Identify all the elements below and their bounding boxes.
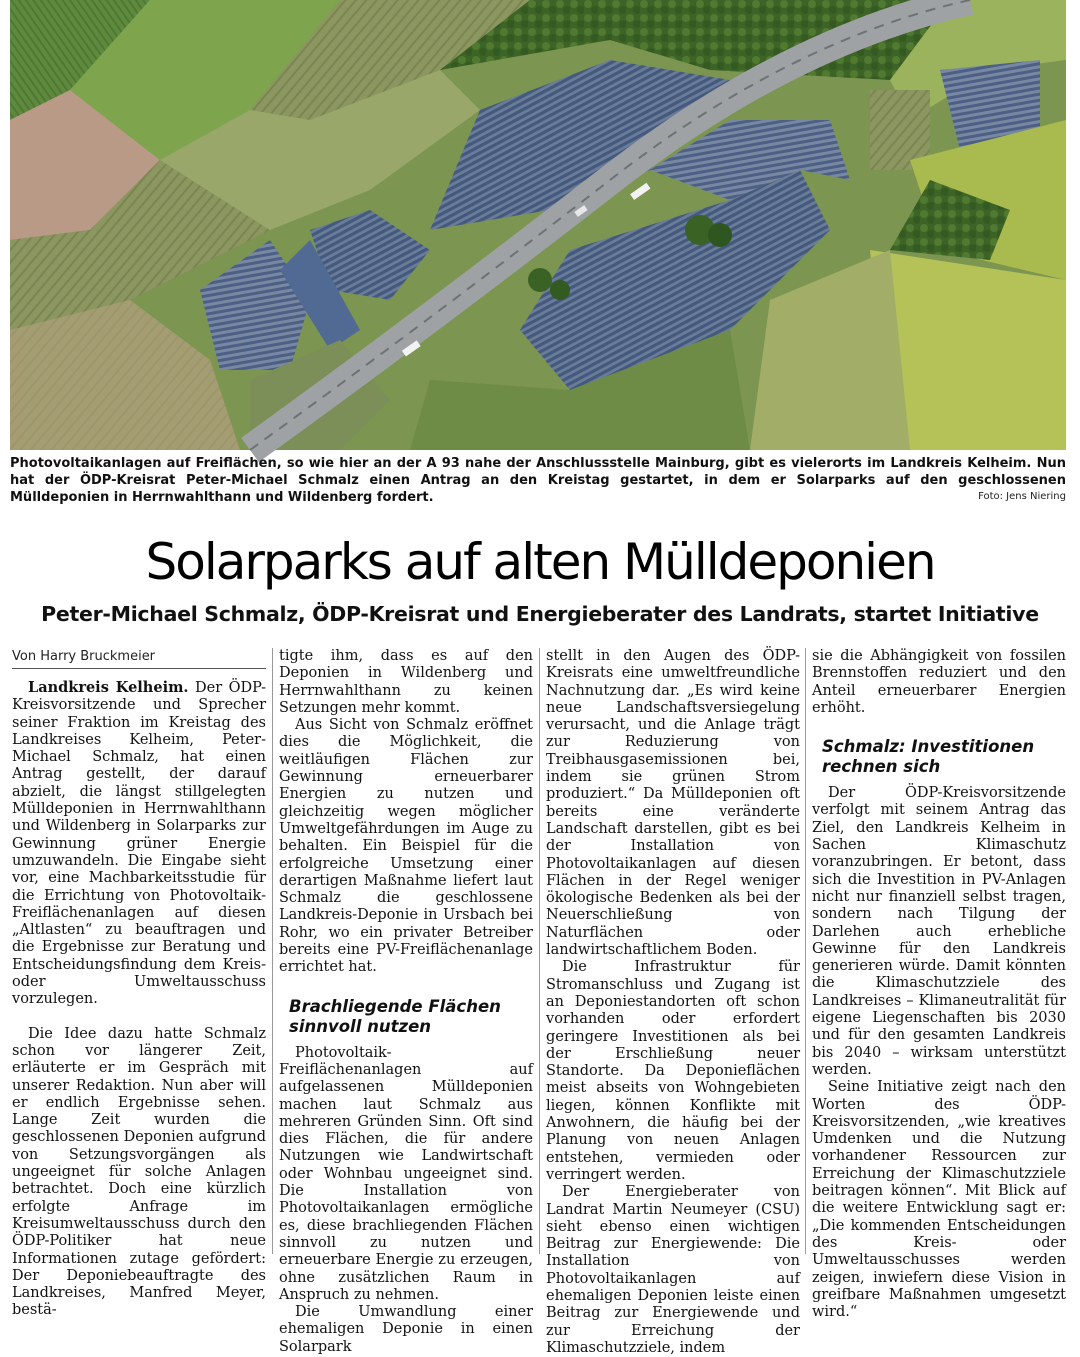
article-column-2 xyxy=(279,648,533,1356)
paragraph: Der ÖDP-Kreisvorsitzende verfolgt mit seinem Antrag das Ziel, den Landkreis Kelheim in Sachen Klimaschutz voranzubringen. Er betont, dass sich die Investition in PV-Anlagen nicht nur finanziell selbst tragen, sondern nach Tilgung der Darlehen auch erhebliche Gewinne für den Landkreis generieren würde. Damit könnten die Klimaschutzziele des Landkreises – Klimaneutralität für eigene Liegenschaften bis 2030 und für den gesamten Landkreis bis 2040 – wirksam unterstützt werden. xyxy=(812,785,1066,1078)
byline: Von Harry Bruckmeier xyxy=(12,648,266,669)
article-column-4 xyxy=(812,648,1066,1321)
column-divider xyxy=(272,648,273,1254)
article-column-3 xyxy=(546,648,800,1357)
paragraph-text: Der ÖDP-Kreisvorsitzende und Sprecher seiner Fraktion im Kreistag des Landkreises Kelheim, Peter-Michael Schmalz, hat einen Antrag gestellt, der darauf abzielt, die längst stillgelegten Mülldeponien in Herrnwahlthann und Wildenberg in Solarparks zur Gewinnung grüner Energie umzuwandeln. Die Eingabe sieht vor, eine Machbarkeitsstudie für die Errichtung von Photovoltaik-Freiflächenanlagen auf diesen „Altlasten“ zu beauftragen und die Ergebnisse zur Beratung und Entscheidungsfindung dem Kreis- oder Umweltausschuss vorzulegen. xyxy=(12,680,266,1008)
article-column-1 xyxy=(12,648,266,1320)
paragraph: Aus Sicht von Schmalz eröffnet dies die Möglichkeit, die weitläufigen Flächen zur Gewinnung erneuerbarer Energien zu nutzen und gleichzeitig wegen möglicher Umweltgefährdungen im Auge zu behalten. Ein Beispiel für die erfolgreiche Umsetzung einer derartigen Maßnahme liefert laut Schmalz die geschlossene Landkreis-Deponie in Ursbach bei Rohr, wo ein privater Betreiber bereits eine PV-Freiflächenanlage errichtet hat. xyxy=(279,717,533,976)
dateline: Landkreis Kelheim. xyxy=(28,679,189,696)
paragraph: sie die Abhängigkeit von fossilen Brennstoffen reduziert und den Anteil erneuerbarer Energien erhöht. xyxy=(812,648,1066,716)
paragraph: stellt in den Augen des ÖDP-Kreisrats eine umweltfreundliche Nachnutzung dar. „Es wird keine neue Landschaftsversiegelung verursacht, und die Anlage trägt zur Reduzierung von Treibhausgasemissionen bei, indem sie grünen Strom produziert.“ Da Mülldeponien oft bereits eine veränderte Landschaft darstellen, gibt es bei der Installation von Photovoltaikanlagen auf diesen Flächen in der Regel weniger ökologische Bedenken als bei der Neuerschließung von Naturflächen oder landwirtschaftlichem Boden. xyxy=(546,648,800,959)
paragraph: Die Idee dazu hatte Schmalz schon vor längerer Zeit, erläuterte er im Gespräch mit unserer Redaktion. Nun aber will er endlich Ergebnisse sehen. Lange Zeit wurden die geschlossenen Deponien aufgrund von Setzungsvorgängen als ungeeignet für solche Anlagen betrachtet. Doch eine kürzlich erfolgte Anfrage im Kreisumweltausschuss durch den ÖDP-Politiker hat neue Informationen zutage gefördert: Der Deponiebeauftragte des Landkreises, Manfred Meyer, bestä- xyxy=(12,1025,266,1319)
paragraph: Seine Initiative zeigt nach den Worten des ÖDP-Kreisvorsitzenden, „wie kreatives Umdenken und die Nutzung vorhandener Ressourcen zur Erreichung der Klimaschutzziele beitragen können“. Mit Blick auf die weitere Entwicklung sagt er: „Die kommenden Entscheidungen des Kreis- oder Umweltausschusses werden zeigen, inwiefern diese Vision in greifbare Maßnahmen umgesetzt wird.“ xyxy=(812,1079,1066,1321)
headline: Solarparks auf alten Mülldeponien xyxy=(145,533,935,591)
photo-caption: Photovoltaikanlagen auf Freiflächen, so wie hier an der A 93 nahe der Anschlussstelle Mainburg, gibt es vielerorts im Landkreis Kelheim. Nun hat der ÖDP-Kreisrat Peter-Michael Schmalz einen Antrag an den Kreistag gestartet, in dem er Solarparks auf den geschlossenen Mülldeponien in Herrnwahlthann und Wildenberg fordert. xyxy=(10,456,1066,505)
paragraph: Die Infrastruktur für Stromanschluss und Zugang ist an Deponiestandorten oft schon vorhanden oder erfordert geringere Investitionen als bei der Erschließung neuer Standorte. Da Deponieflächen meist abseits von Wohngebieten liegen, können Konflikte mit Anwohnern, die häufig bei der Planung von neuen Anlagen entstehen, vermieden oder verringert werden. xyxy=(546,959,800,1183)
column-divider xyxy=(539,648,540,1254)
paragraph: tigte ihm, dass es auf den Deponien in Wildenberg und Herrnwahlthann zu keinen Setzungen mehr kommt. xyxy=(279,648,533,716)
paragraph: Photovoltaik-Freiflächenanlagen auf aufgelassenen Mülldeponien machen laut Schmalz aus mehreren Gründen Sinn. Oft sind dies Flächen, die für andere Nutzungen wie Landwirtschaft oder Wohnbau ungeeignet sind. Die Installation von Photovoltaikanlagen ermögliche es, diese brachliegenden Flächen sinnvoll zu nutzen und erneuerbare Energie zu erzeugen, ohne zusätzlichen Raum in Anspruch zu nehmen. xyxy=(279,1044,533,1303)
aerial-photo-solar-parks-icon xyxy=(10,0,1066,450)
paragraph: Die Umwandlung einer ehemaligen Deponie in einen Solarpark xyxy=(279,1304,533,1355)
aerial-photo xyxy=(10,0,1066,450)
column-divider xyxy=(805,648,806,1254)
section-subheading: Brachliegende Flächen sinnvoll nutzen xyxy=(289,996,501,1036)
section-subheading: Schmalz: Investitionen rechnen sich xyxy=(822,737,1035,777)
paragraph xyxy=(12,679,266,1009)
photo-credit: Foto: Jens Niering xyxy=(978,491,1066,502)
subheadline: Peter-Michael Schmalz, ÖDP-Kreisrat und Energieberater des Landrats, startet Initiative xyxy=(41,602,1039,626)
paragraph: Der Energieberater von Landrat Martin Neumeyer (CSU) sieht ebenso einen wichtigen Beitrag zur Energiewende: Die Installation von Photovoltaikanlagen auf ehemaligen Deponien leiste einen Beitrag zur Energiewende und zur Erreichung der Klimaschutzziele, indem xyxy=(546,1184,800,1356)
